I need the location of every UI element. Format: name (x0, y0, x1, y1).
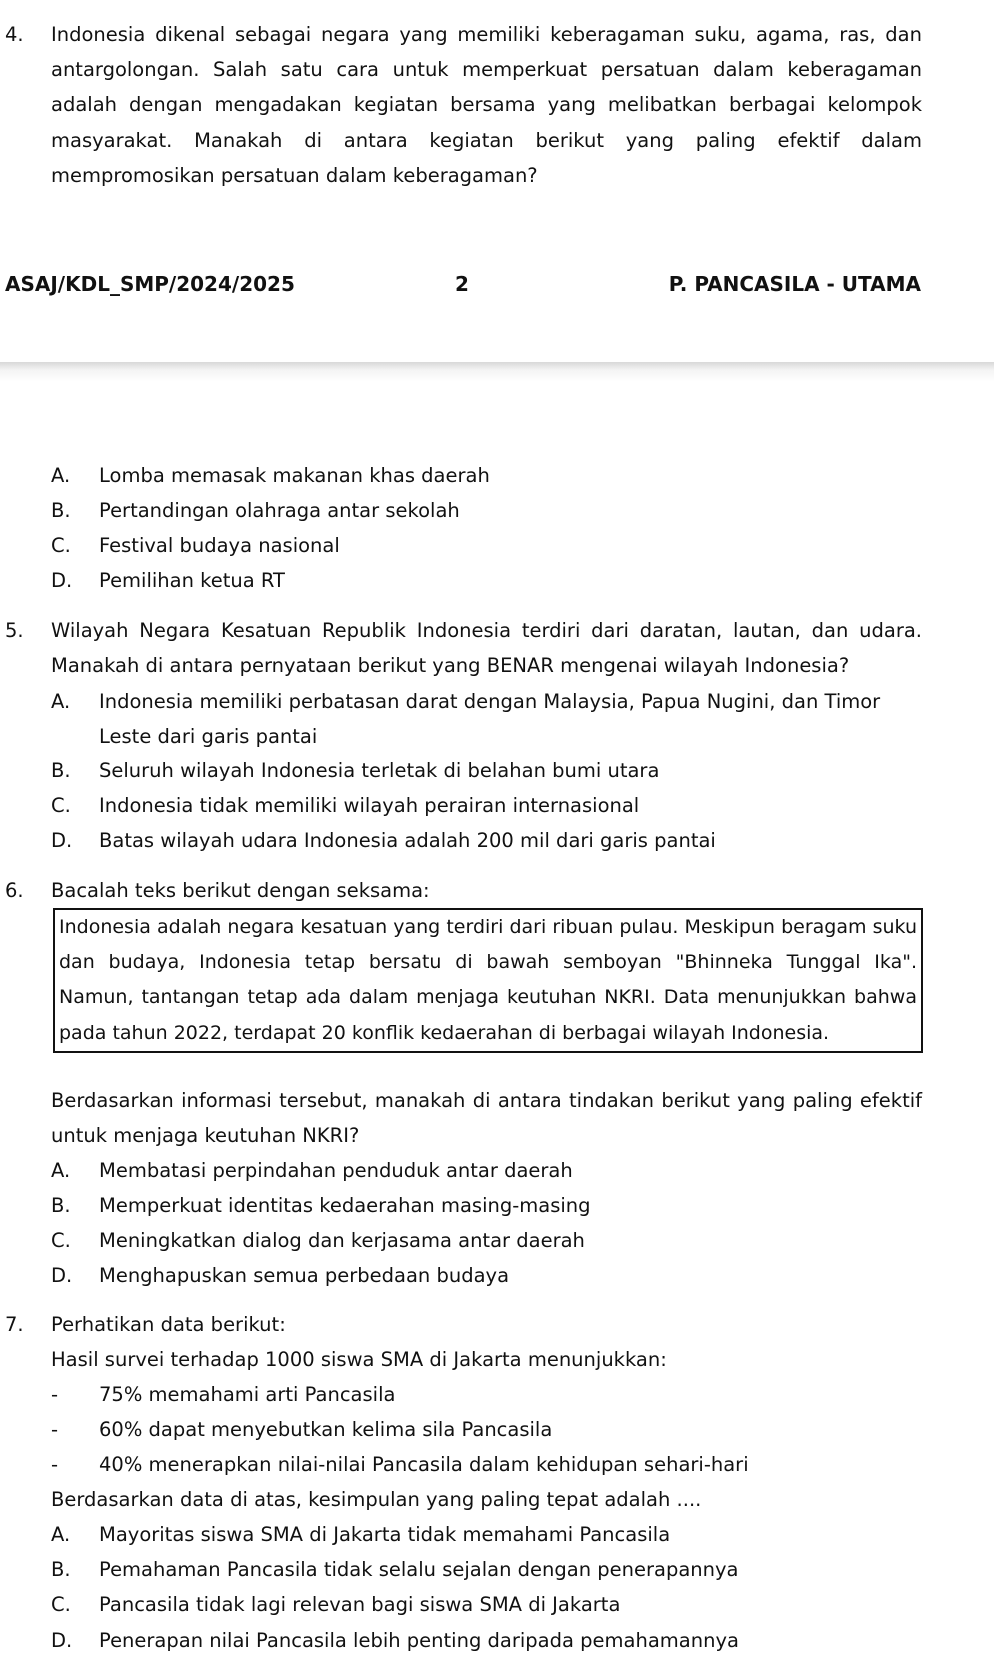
option-text: Pancasila tidak lagi relevan bagi siswa SMA di Jakarta (99, 1593, 621, 1616)
option-letter: C. (51, 1229, 71, 1252)
subject-label: P. PANCASILA - UTAMA (668, 272, 921, 296)
option-letter: A. (51, 1159, 71, 1182)
question-6-intro: Bacalah teks berikut dengan seksama: (51, 879, 430, 902)
exam-code: ASAJ/KDL_SMP/2024/2025 (5, 272, 295, 296)
survey-bullet: 75% memahami arti Pancasila (99, 1383, 396, 1406)
option-text: Festival budaya nasional (99, 534, 340, 557)
option-letter: C. (51, 534, 71, 557)
answer-option[interactable] (51, 1623, 934, 1658)
survey-bullet: 40% menerapkan nilai-nilai Pancasila dalam kehidupan sehari-hari (99, 1453, 749, 1476)
page-number: 2 (455, 272, 469, 296)
option-letter: A. (51, 464, 71, 487)
option-text: Seluruh wilayah Indonesia terletak di belahan bumi utara (99, 759, 660, 782)
page-break (0, 362, 994, 382)
survey-bullet: 60% dapat menyebutkan kelima sila Pancasila (99, 1418, 553, 1441)
question-number: 7. (5, 1313, 24, 1336)
question-number: 5. (5, 619, 24, 642)
option-text: Pemilihan ketua RT (99, 569, 285, 592)
option-text: Meningkatkan dialog dan kerjasama antar daerah (99, 1229, 585, 1252)
question-7-intro: Perhatikan data berikut: (51, 1313, 286, 1336)
answer-option[interactable] (51, 684, 934, 754)
bullet-mark: - (51, 1383, 59, 1406)
question-number: 4. (5, 23, 24, 46)
option-letter: B. (51, 1558, 71, 1581)
bullet-mark: - (51, 1453, 59, 1476)
question-number: 6. (5, 879, 24, 902)
survey-text: Hasil survei terhadap 1000 siswa SMA di Jakarta menunjukkan: (51, 1348, 667, 1371)
bullet-mark: - (51, 1418, 59, 1441)
answer-option[interactable] (51, 563, 934, 598)
option-letter: D. (51, 1629, 73, 1652)
answer-option[interactable] (51, 458, 934, 493)
answer-option[interactable] (51, 1258, 934, 1293)
answer-option[interactable] (51, 1188, 934, 1223)
option-text: Menghapuskan semua perbedaan budaya (99, 1264, 510, 1287)
answer-option[interactable] (51, 1153, 934, 1188)
option-text: Memperkuat identitas kedaerahan masing-masing (99, 1194, 591, 1217)
option-letter: D. (51, 569, 73, 592)
question-7-text: Berdasarkan data di atas, kesimpulan yang paling tepat adalah .... (51, 1488, 702, 1511)
answer-option[interactable] (51, 1517, 934, 1552)
passage-box: Indonesia adalah negara kesatuan yang terdiri dari ribuan pulau. Meskipun beragam suku dan budaya, Indonesia tetap bersatu di bawah semboyan "Bhinneka Tunggal Ika". Namun, tantangan tetap ada dalam menjaga keutuhan NKRI. Data menunjukkan bahwa pada tahun 2022, terdapat 20 konflik kedaerahan di berbagai wilayah Indonesia. (53, 908, 923, 1053)
option-text: Indonesia memiliki perbatasan darat dengan Malaysia, Papua Nugini, dan Timor Leste dari garis pantai (99, 690, 881, 749)
option-text: Penerapan nilai Pancasila lebih penting daripada pemahamannya (99, 1629, 739, 1652)
question-text: Indonesia dikenal sebagai negara yang memiliki keberagaman suku, agama, ras, dan antargolongan. Salah satu cara untuk memperkuat persatuan dalam keberagaman adalah dengan mengadakan kegiatan bersama yang melibatkan berbagai kelompok masyarakat. Manakah di antara kegiatan berikut yang paling efektif dalam mempromosikan persatuan dalam keberagaman? (51, 23, 922, 187)
question-5-text: Wilayah Negara Kesatuan Republik Indonesia terdiri dari daratan, lautan, dan udara. Manakah di antara pernyataan berikut yang BENAR mengenai wilayah Indonesia? (51, 619, 922, 678)
option-letter: B. (51, 499, 71, 522)
answer-option[interactable] (51, 528, 934, 563)
answer-option[interactable] (51, 823, 934, 858)
answer-option[interactable] (51, 493, 934, 528)
answer-option[interactable] (51, 1552, 934, 1587)
option-text: Mayoritas siswa SMA di Jakarta tidak memahami Pancasila (99, 1523, 671, 1546)
option-letter: C. (51, 794, 71, 817)
answer-option[interactable] (51, 1223, 934, 1258)
option-letter: C. (51, 1593, 71, 1616)
answer-option[interactable] (51, 753, 934, 788)
option-text: Pemahaman Pancasila tidak selalu sejalan dengan penerapannya (99, 1558, 739, 1581)
option-text: Batas wilayah udara Indonesia adalah 200 mil dari garis pantai (99, 829, 716, 852)
option-letter: D. (51, 829, 73, 852)
option-letter: A. (51, 1523, 71, 1546)
answer-option[interactable] (51, 788, 934, 823)
option-text: Indonesia tidak memiliki wilayah perairan internasional (99, 794, 640, 817)
option-letter: D. (51, 1264, 73, 1287)
option-text: Pertandingan olahraga antar sekolah (99, 499, 460, 522)
question-6-text: Berdasarkan informasi tersebut, manakah di antara tindakan berikut yang paling efektif untuk menjaga keutuhan NKRI? (51, 1089, 922, 1148)
option-text: Membatasi perpindahan penduduk antar daerah (99, 1159, 573, 1182)
option-letter: A. (51, 690, 71, 713)
option-text: Lomba memasak makanan khas daerah (99, 464, 490, 487)
option-letter: B. (51, 1194, 71, 1217)
answer-option[interactable] (51, 1587, 934, 1622)
option-letter: B. (51, 759, 71, 782)
